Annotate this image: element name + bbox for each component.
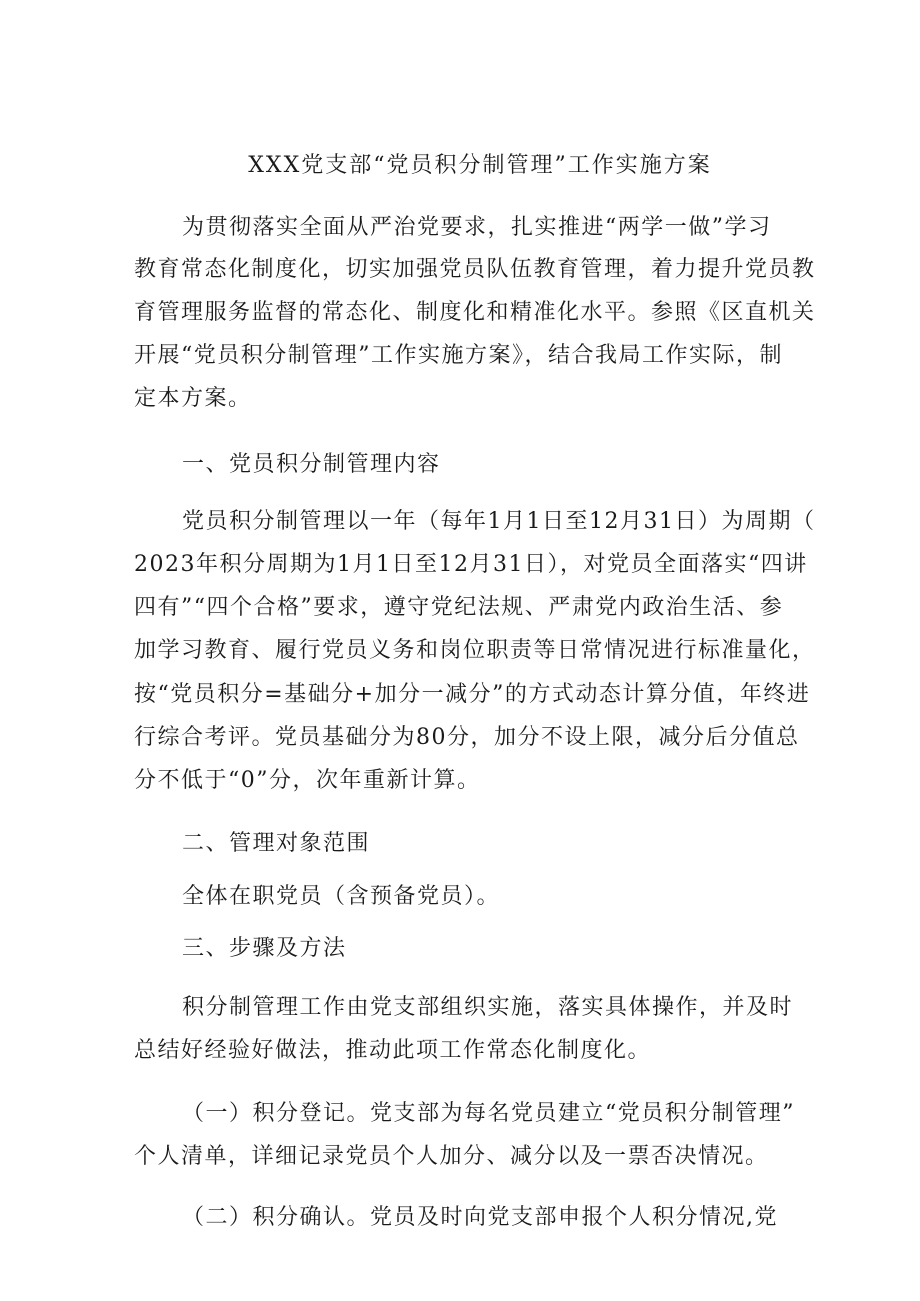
section2-line-1: 全体在职党员（含预备党员）。	[182, 884, 501, 909]
section1-line-7: 分不低于“0”分，次年重新计算。	[134, 768, 481, 793]
section1-heading: 一、党员积分制管理内容	[182, 452, 441, 477]
intro-line-3: 育管理服务监督的常态化、制度化和精准化水平。参照《区直机关	[134, 300, 816, 325]
intro-line-4: 开展“党员积分制管理”工作实施方案》，结合我局工作实际，制	[134, 343, 783, 368]
section1-line-1: 党员积分制管理以一年（每年1月1日至12月31日）为周期（	[182, 509, 816, 534]
section3-line-1: 积分制管理工作由党支部组织实施，落实具体操作，并及时	[182, 995, 794, 1020]
intro-line-2: 教育常态化制度化，切实加强党员队伍教育管理，着力提升党员教	[134, 257, 816, 282]
document-title: XXX党支部“党员积分制管理”工作实施方案	[248, 153, 712, 178]
intro-line-5: 定本方案。	[134, 386, 252, 411]
item1-line-1: （一）积分登记。党支部为每名党员建立“党员积分制管理”	[182, 1101, 795, 1126]
section3-line-2: 总结好经验好做法，推动此项工作常态化制度化。	[134, 1038, 652, 1063]
section1-line-5: 按“党员积分=基础分+加分一减分”的方式动态计算分值，年终进	[134, 682, 811, 707]
item1-line-2: 个人清单，详细记录党员个人加分、减分以及一票否决情况。	[134, 1144, 769, 1169]
section2-heading: 二、管理对象范围	[182, 831, 371, 856]
section1-line-4: 加学习教育、履行党员义务和岗位职责等日常情况进行标准量化，	[134, 638, 816, 663]
section1-line-3: 四有”“四个合格”要求，遵守党纪法规、严肃党内政治生活、参	[134, 595, 784, 620]
section1-line-6: 行综合考评。党员基础分为80分，加分不设上限，减分后分值总	[134, 725, 800, 750]
section1-line-2: 2023年积分周期为1月1日至12月31日），对党员全面落实“四讲	[134, 552, 808, 577]
item2-line-1: （二）积分确认。党员及时向党支部申报个人积分情况,党	[182, 1205, 778, 1230]
intro-line-1: 为贯彻落实全面从严治党要求，扎实推进“两学一做”学习	[182, 215, 772, 240]
section3-heading: 三、步骤及方法	[182, 936, 347, 961]
